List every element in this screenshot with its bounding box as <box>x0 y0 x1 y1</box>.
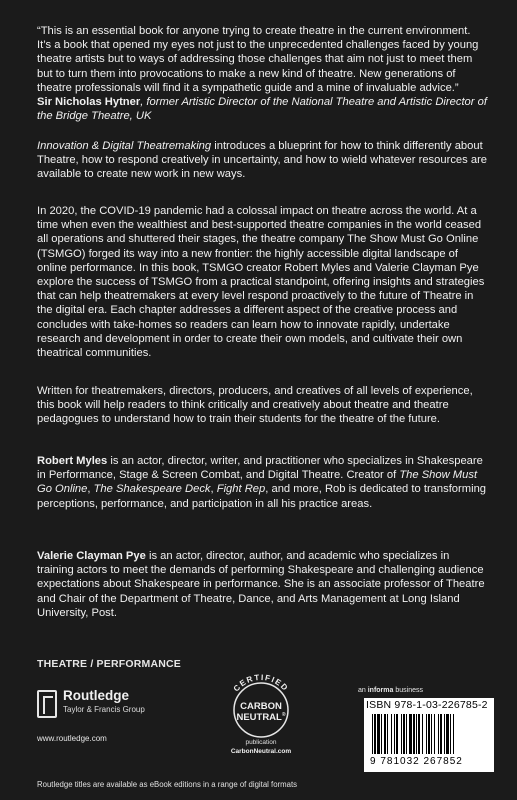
barcode-bar <box>431 714 432 754</box>
barcode-bar <box>428 714 430 754</box>
intro-paragraph <box>37 139 487 182</box>
barcode-bar <box>422 714 423 754</box>
bio-myles-text: , and more, Rob is dedicated to transforming perceptions, performance, and participation in all his practice areas. <box>37 483 487 510</box>
category-label: THEATRE / PERFORMANCE <box>37 658 182 670</box>
separator: , <box>210 483 217 496</box>
isbn-barcode <box>364 698 494 772</box>
pandemic-text: In 2020, the COVID-19 pandemic had a colossal impact on theatre across the world. At a time when even the wealthiest and best-supported theatre companies in the world ceased all operations and shuttered their stages, the theatre company The Show Must Go Online (TSMGO) forged its way into a new frontier: the highly accessible digital landscape of online performance. In this book, TSMGO creator Robert Myles and Valerie Clayman Pye explore the success of TSMGO from a practical standpoint, offering insights and strategies that can help theatremakers at every level respond proactively to the future of Theatre in the digital era. Each chapter addresses a different aspect of the creative process and concludes with take-homes so readers can learn how to innovate rapidly, undertake research and development in order to create their own models, and cultivate their own theatrical communities. <box>37 205 485 360</box>
author-bio-myles <box>37 454 487 511</box>
informa-business <box>358 687 423 694</box>
barcode-bar <box>416 714 417 754</box>
routledge-r-icon <box>37 690 57 718</box>
barcode-bar <box>453 714 454 754</box>
barcode-bar <box>440 714 442 754</box>
barcode-bar <box>377 714 380 754</box>
carbon-top-text: CERTIFIED <box>231 672 291 694</box>
barcode-bar <box>387 714 388 754</box>
bio-myles-text: is an actor, director, writer, and practitioner who specializes in Shakespeare in Performance, Stage & Screen Combat, and Digital Theatre. Creator of <box>37 455 483 482</box>
barcode-bar <box>446 714 449 754</box>
carbon-line2: NEUTRAL <box>236 712 282 723</box>
publisher-group: Taylor & Francis Group <box>63 705 145 714</box>
carbon-url[interactable]: CarbonNeutral.com <box>230 748 292 755</box>
barcode-bar <box>381 714 382 754</box>
barcode-bar <box>418 714 420 754</box>
barcode-bar <box>438 714 439 754</box>
barcode-bar <box>434 714 435 754</box>
carbon-trademark: ® <box>281 712 286 718</box>
audience-text: Written for theatremakers, directors, producers, and creatives of all levels of experience, this book will help readers to think critically and creatively about theatre and theatre pedagogues to understand how to train their students for the theatre of the future. <box>37 385 473 426</box>
audience-paragraph <box>37 384 487 427</box>
ebook-note: Routledge titles are available as eBook editions in a range of digital formats <box>37 780 298 789</box>
carbon-publication: publication <box>245 739 277 746</box>
author-name-pye: Valerie Clayman Pye <box>37 550 146 562</box>
quote-text: “This is an essential book for anyone trying to create theatre in the current environment. It’s a book that opened my eyes not just to the unprecedented challenges faced by young theatre artists but to ways of addressing those challenges that aim not just to meet them but to turn them into provocations to make a new kind of theatre. New generations of theatre professionals will find it a sympathetic guide and a mine of invaluable advice.” <box>37 25 479 94</box>
barcode-bar <box>374 714 376 754</box>
work-title: The Shakespeare Deck <box>93 483 211 496</box>
barcode-digits: 9 781032 267852 <box>370 756 463 767</box>
quote-affiliation: , former Artistic Director of the National Theatre and Artistic Director of the Bridge Theatre, UK <box>37 96 487 123</box>
barcode-bar <box>391 714 392 754</box>
barcode-bar <box>409 714 412 754</box>
carbon-neutral-icon <box>221 672 301 738</box>
barcode-bar <box>394 714 395 754</box>
separator: , <box>87 483 94 496</box>
barcode-bar <box>444 714 445 754</box>
svg-text:NEUTRAL® <box>236 711 285 723</box>
informa-name: informa <box>367 687 394 694</box>
work-title: The Show Must Go Online <box>37 469 478 496</box>
barcode-bar <box>401 714 402 754</box>
barcode-bar <box>384 714 386 754</box>
informa-suffix: business <box>393 687 423 694</box>
bio-pye-text: is an actor, director, author, and academic who specializes in training actors to meet the demands of performing Shakespeare and challenging audience expectations about Shakespeare in performance. She is an associate professor of Theatre and Chair of the Department of Theatre, Dance, and Arts Management at Long Island University, Post. <box>37 550 485 619</box>
intro-text: introduces a blueprint for how to think differently about Theatre, how to respond creatively in uncertainty, and how to wield whatever resources are available to create new work in new ways. <box>37 140 488 181</box>
publisher-website[interactable]: www.routledge.com <box>37 734 107 743</box>
barcode-bar <box>450 714 451 754</box>
barcode-bar <box>426 714 427 754</box>
publisher-name: Routledge <box>63 688 129 703</box>
carbon-line1: CARBON <box>240 701 282 712</box>
book-title: Innovation & Digital Theatremaking <box>37 140 212 152</box>
work-title: Fight Rep <box>216 483 266 496</box>
barcode-bar <box>406 714 407 754</box>
carbon-neutral-badge <box>216 672 306 772</box>
informa-prefix: an <box>358 687 368 694</box>
barcode-bar <box>396 714 398 754</box>
author-name-myles: Robert Myles <box>37 455 108 467</box>
author-bio-pye <box>37 549 487 620</box>
quote-attribution <box>37 95 487 123</box>
barcode-bars <box>364 714 494 756</box>
quote-author: Sir Nicholas Hytner <box>37 96 141 109</box>
endorsement-quote <box>37 24 487 123</box>
barcode-bar <box>372 714 373 754</box>
barcode-bar <box>413 714 415 754</box>
barcode-bar <box>403 714 405 754</box>
isbn-text: ISBN 978-1-03-226785-2 <box>366 699 488 711</box>
pandemic-paragraph <box>37 204 487 360</box>
routledge-logo <box>37 688 167 734</box>
